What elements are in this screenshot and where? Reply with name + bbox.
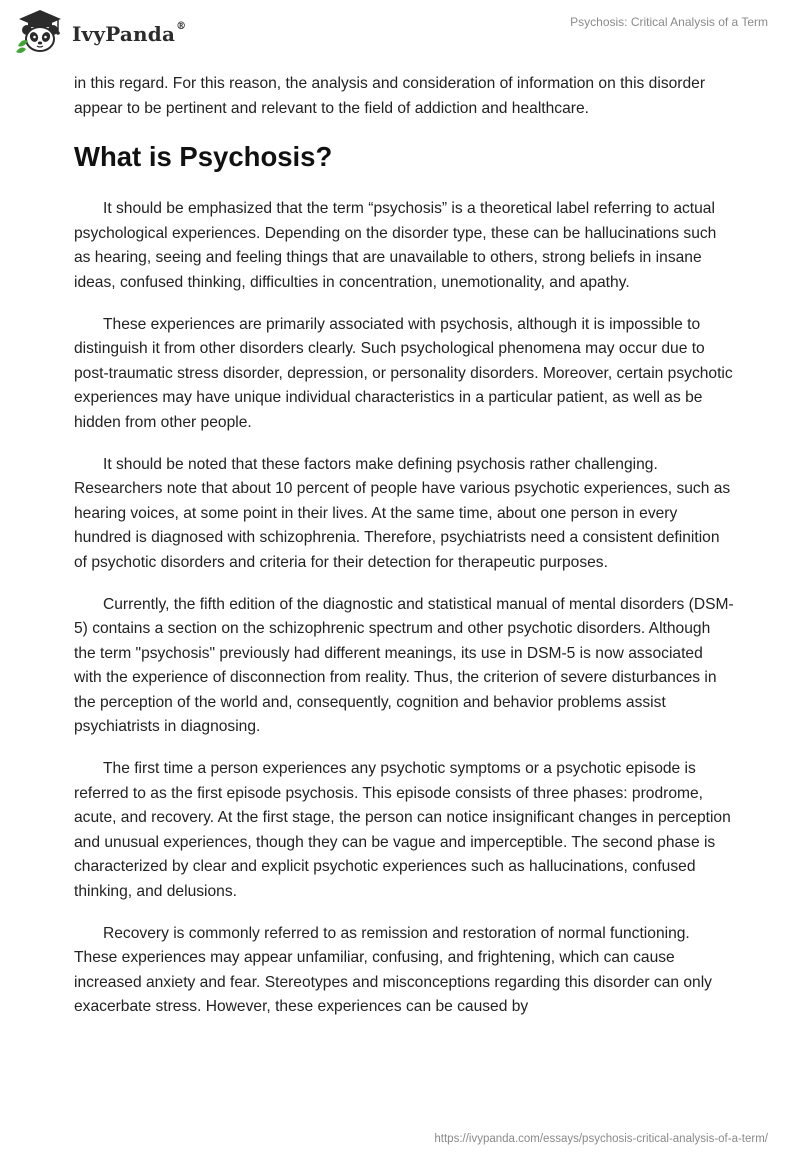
source-url-link[interactable]: https://ivypanda.com/essays/psychosis-critical-analysis-of-a-term/ [434,1133,768,1145]
logo-wordmark: IvyPanda® [72,21,187,46]
body-paragraph: Recovery is commonly referred to as remission and restoration of normal functioning. These experiences may appear unfamiliar, confusing, and frightening, which can cause increased anxiety and fear. Stereotypes and misconceptions regarding this disorder can only exacerbate stress. However, these experiences can be caused by [74,924,712,1016]
body-paragraph: These experiences are primarily associated with psychosis, although it is impossible to distinguish it from other disorders clearly. Such psychological phenomena may occur due to post-traumatic stress disorder, depression, or personality disorders. Moreover, certain psychotic experiences may have unique individual characteristics in a particular patient, as well as be hidden from other people. [74,315,733,431]
body-paragraph: The first time a person experiences any psychotic symptoms or a psychotic episode is referred to as the first episode psychosis. This episode consists of three phases: prodrome, acute, and recovery. At the first stage, the person can notice insignificant changes in perception and unusual experiences, though they can be vague and imperceptible. The second phase is characterized by clear and explicit psychotic experiences such as hallucinations, confused thinking, and delusions. [74,760,731,901]
document-title: Psychosis: Critical Analysis of a Term [570,15,768,29]
body-paragraph: Currently, the fifth edition of the diagnostic and statistical manual of mental disorders (DSM-5) contains a section on the schizophrenic spectrum and other psychotic disorders. Although the term "psychosis" previously had different meanings, its use in DSM-5 is now associated with the experience of disconnection from reality. Thus, the criterion of severe disturbances in the perception of the world and, consequently, cognition and behavior problems assist psychiatrists in diagnosing. [74,595,734,736]
body-paragraph: It should be emphasized that the term “psychosis” is a theoretical label referring to actual psychological experiences. Depending on the disorder type, these can be hallucinations such as hearing, seeing and feeling things that are unavailable to others, strong beliefs in insane ideas, confused thinking, difficulties in concentration, unemotionality, and apathy. [74,200,717,291]
body-paragraph: It should be noted that these factors make defining psychosis rather challenging. Researchers note that about 10 percent of people have various psychotic experiences, such as hearing voices, at some point in their lives. At the same time, about one person in every hundred is diagnosed with schizophrenia. Therefore, psychiatrists need a consistent definition of psychotic disorders and criteria for their detection for therapeutic purposes. [74,455,731,571]
essay-body [74,72,734,1037]
panda-graduate-icon [14,8,66,56]
section-heading: What is Psychosis? [74,141,333,173]
intro-paragraph: in this regard. For this reason, the analysis and consideration of information on this disorder appear to be pertinent and relevant to the field of addiction and healthcare. [74,75,706,117]
page-header [0,0,800,70]
ivypanda-logo[interactable] [14,8,186,56]
